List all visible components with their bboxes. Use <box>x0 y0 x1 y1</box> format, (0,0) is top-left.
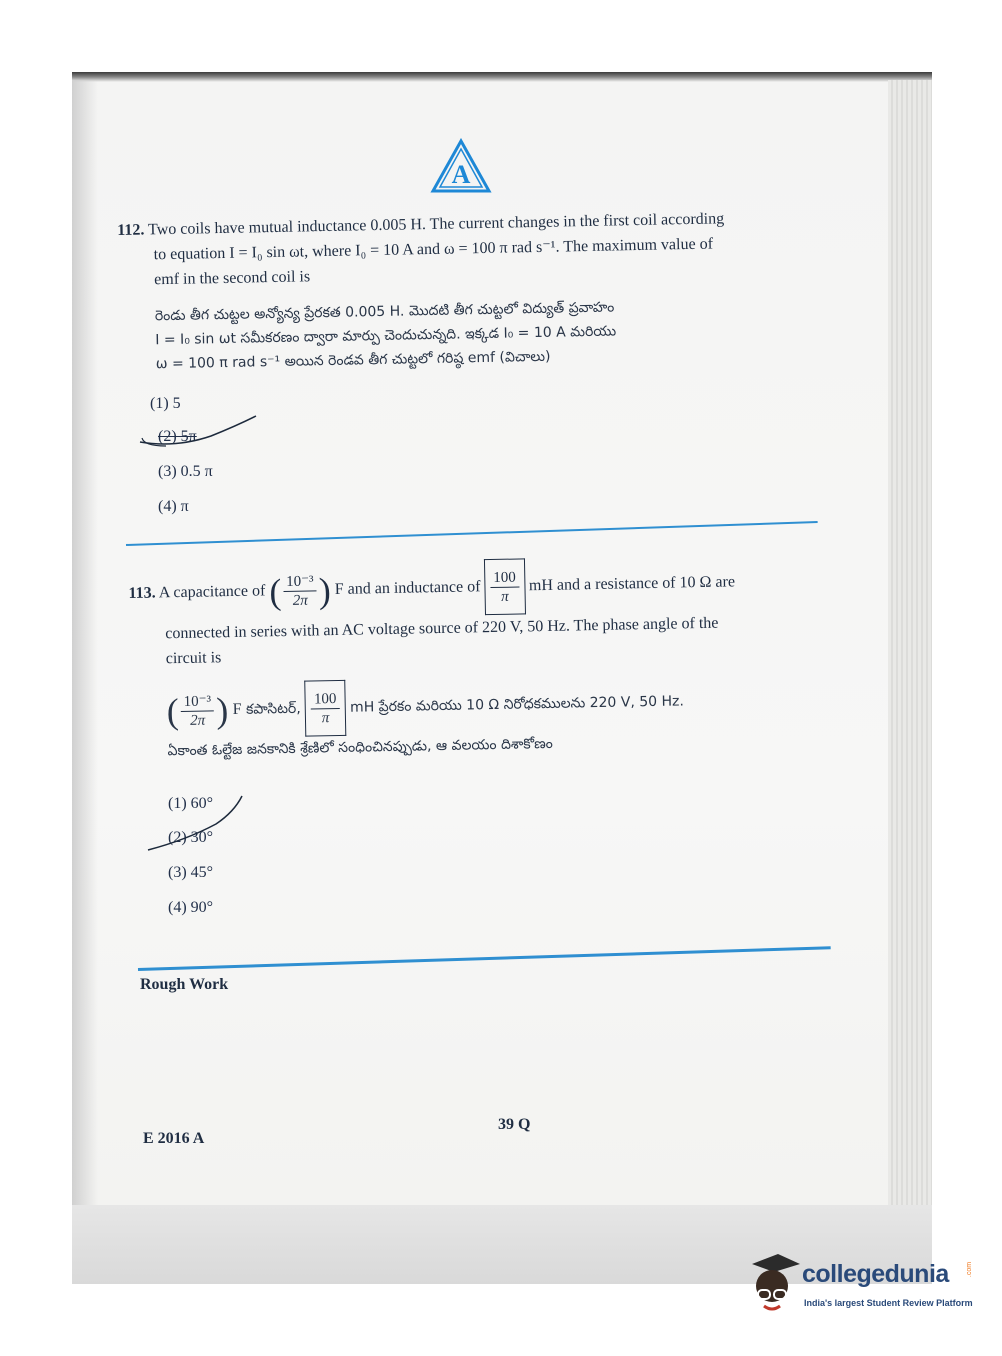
option-2: (2) 30° <box>168 829 214 846</box>
right-paren: ) <box>215 690 229 731</box>
inductance-bracket <box>484 559 526 616</box>
footer-code: E 2016 A <box>143 1130 205 1147</box>
option-4: (4) π <box>158 498 189 515</box>
badge-letter: A <box>451 160 471 189</box>
fraction-denominator: π <box>321 709 330 726</box>
question-number: 112. <box>117 221 145 239</box>
left-paren: ( <box>166 691 180 732</box>
unit: F <box>334 580 344 599</box>
left-paren: ( <box>268 571 282 612</box>
set-badge <box>430 138 492 194</box>
logo-tagline: India's largest Student Review Platform <box>804 1298 973 1308</box>
page-left-shadow <box>72 80 98 1205</box>
option-3: (3) 0.5 π <box>158 463 213 480</box>
fraction-numerator: 100 <box>311 690 340 710</box>
question-text-segment: A capacitance of <box>158 582 266 602</box>
question-113 <box>128 553 832 765</box>
option-1: (1) 60° <box>168 795 214 812</box>
telugu-text-segment: mH ప్రేరకం మరియు 10 Ω నిరోధకములను 220 V, 50 Hz. <box>349 693 685 717</box>
inductance-fraction <box>490 569 519 607</box>
question-112 <box>117 205 820 377</box>
fraction-numerator: 10⁻³ <box>283 572 317 592</box>
inductance-fraction <box>311 690 340 728</box>
fraction-denominator: 2π <box>190 712 206 729</box>
rough-work-label: Rough Work <box>140 976 229 993</box>
question-text-segment: and an inductance of <box>347 578 481 598</box>
page-number: 39 Q <box>498 1116 531 1133</box>
right-paren: ) <box>318 570 332 611</box>
telugu-text-line: I = I₀ sin ωt సమీకరణం ద్వారా మార్పు చెందుచున్నది. ఇక్కడ I₀ = 10 A మరియు <box>155 323 617 349</box>
fraction-denominator: π <box>501 588 509 605</box>
fraction-denominator: 2π <box>292 592 308 609</box>
capacitance-fraction <box>180 692 214 730</box>
question-text-line: emf in the second coil is <box>154 268 311 289</box>
question-text-segment: mH and a resistance of 10 Ω are <box>528 573 736 595</box>
option-4: (4) 90° <box>168 899 214 916</box>
telugu-text-segment: కపాసిటర్, <box>245 701 301 719</box>
collegedunia-logo[interactable] <box>744 1250 974 1320</box>
telugu-text-line: ω = 100 π rad s⁻¹ అయిన రెండవ తీగ చుట్టలో గరిష్ఠ emf (విచాలు) <box>155 348 551 373</box>
mascot-icon <box>744 1250 804 1320</box>
option-2: (2) 5π <box>158 428 197 445</box>
question-text-line: connected in series with an AC voltage source of 220 V, 50 Hz. The phase angle of the <box>165 615 719 643</box>
triangle-badge-icon <box>430 138 492 194</box>
answer-tick-mark <box>136 412 261 452</box>
answer-tick-mark <box>146 790 246 854</box>
question-text-line: to equation I = I₀ sin ωt, where I₀ = 10 A and ω = 100 π rad s⁻¹. The maximum value of <box>153 235 714 264</box>
unit: F <box>232 701 242 719</box>
question-number: 113. <box>128 584 156 602</box>
option-1: (1) 5 <box>150 395 181 412</box>
telugu-text-line: రెండు తీగ చుట్టల అన్యోన్య ప్రేరకత 0.005 H. మొదటి తీగ చుట్టలో విద్యుత్ ప్రవాహం <box>154 299 615 325</box>
logo-brand-text: collegedunia <box>802 1260 949 1288</box>
fraction-numerator: 100 <box>490 569 519 589</box>
fraction-numerator: 10⁻³ <box>180 692 214 712</box>
question-text-line: circuit is <box>165 649 222 668</box>
capacitance-fraction <box>283 572 317 610</box>
inductance-bracket <box>305 680 347 737</box>
scan-top-edge <box>72 72 932 82</box>
page-stack-edge <box>888 80 932 1205</box>
telugu-text-line: ఏకాంత ఓల్టేజ జనకానికి శ్రేణిలో సంధించినప్పుడు, ఆ వలయం దిశాకోణం <box>167 736 553 760</box>
question-text-line: Two coils have mutual inductance 0.005 H. The current changes in the first coil according <box>147 210 725 239</box>
logo-tld: .com <box>966 1261 974 1278</box>
option-3: (3) 45° <box>168 864 214 881</box>
